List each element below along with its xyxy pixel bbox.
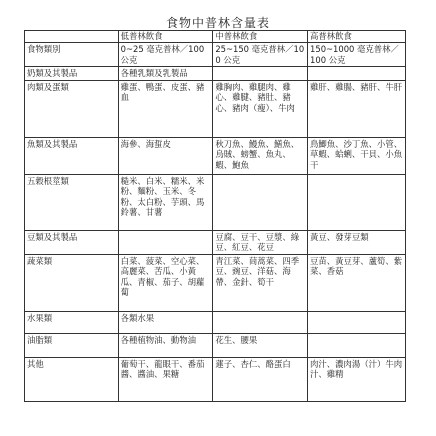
cell-high: 鳥鯽魚、沙丁魚、小管、草蝦、蛤蜊、干貝、小魚干: [308, 137, 406, 174]
table-row: [25, 174, 406, 230]
row-label: 油脂類: [25, 333, 119, 357]
table-row: [25, 230, 406, 254]
cell-medium: [213, 67, 308, 81]
cell-low: 糙米、白米、糯米、米粉、麵粉、玉米、冬粉、太白粉、芋頭、馬鈴薯、甘薯: [118, 174, 213, 230]
row-label: 肉類及蛋類: [25, 80, 119, 137]
cell-medium: 花生、腰果: [213, 333, 308, 357]
row-label: 魚類及其製品: [25, 137, 119, 174]
cell-high: 雞肝、雞腸、豬肝、牛肝: [308, 80, 406, 137]
cell-high: [308, 67, 406, 81]
table-row: [25, 254, 406, 311]
cell-high: 黃豆、發芽豆類: [308, 230, 406, 254]
cell-medium: [213, 311, 308, 333]
cell-medium: 秋刀魚、鰻魚、鱔魚、烏賊、螃蟹、魚丸、蝦、鮑魚: [213, 137, 308, 174]
cell-high: 肉汁、濃肉湯（汁）牛肉汁、雞精: [308, 357, 406, 401]
row-label: 奶類及其製品: [25, 67, 119, 81]
cell-medium: 25~150 毫克普林／100 公克: [213, 43, 308, 67]
header-row: [25, 31, 406, 43]
table-row: [25, 137, 406, 174]
cell-medium: [213, 174, 308, 230]
table-row: [25, 80, 406, 137]
cell-high: [308, 311, 406, 333]
cell-medium: 豆腐、豆干、豆漿、綠豆、紅豆、花豆: [213, 230, 308, 254]
header-cell-medium: 中普林飲食: [213, 31, 308, 43]
row-label: 食物類別: [25, 43, 119, 67]
header-cell-corner: [25, 31, 119, 43]
cell-low: 各種植物油、動物油: [118, 333, 213, 357]
row-label: 豆類及其製品: [25, 230, 119, 254]
purine-table: [24, 30, 406, 402]
cell-low: 雞蛋、鴨蛋、皮蛋、豬血: [118, 80, 213, 137]
cell-low: 葡萄干、龍眼干、番茄醬、醬油、果糖: [118, 357, 213, 401]
cell-low: 白菜、菠菜、空心菜、高麗菜、苦瓜、小黃瓜、青椒、茄子、胡蘿蔔: [118, 254, 213, 311]
cell-high: [308, 333, 406, 357]
page-title: 食物中普林含量表: [165, 16, 270, 30]
table-row: [25, 311, 406, 333]
table-row: [25, 357, 406, 401]
cell-low: [118, 230, 213, 254]
cell-low: 0~25 毫克普林／100 公克: [118, 43, 213, 67]
row-label: 水果類: [25, 311, 119, 333]
row-label: 蔬菜類: [25, 254, 119, 311]
cell-medium: 雞胸肉、雞腿肉、雞心、雞腱、豬肚、豬心、豬肉（瘦）、牛肉: [213, 80, 308, 137]
cell-medium: 青江菜、茼蒿菜、四季豆、豌豆、洋菇、海帶、金針、筍干: [213, 254, 308, 311]
row-label: 五穀根莖類: [25, 174, 119, 230]
cell-low: 海參、海蜇皮: [118, 137, 213, 174]
header-cell-low: 低普林飲食: [118, 31, 213, 43]
table-row: [25, 67, 406, 81]
row-label: 其他: [25, 357, 119, 401]
table-row: [25, 43, 406, 67]
cell-medium: 蓮子、杏仁、酪蛋白: [213, 357, 308, 401]
cell-high: 150~1000 毫克普林／100 公克: [308, 43, 406, 67]
cell-high: [308, 174, 406, 230]
cell-high: 豆苗、黃豆芽、蘆筍、紫菜、香菇: [308, 254, 406, 311]
cell-low: 各類水果: [118, 311, 213, 333]
cell-low: 各種乳類及乳製品: [118, 67, 213, 81]
header-cell-high: 高普林飲食: [308, 31, 406, 43]
table-row: [25, 333, 406, 357]
